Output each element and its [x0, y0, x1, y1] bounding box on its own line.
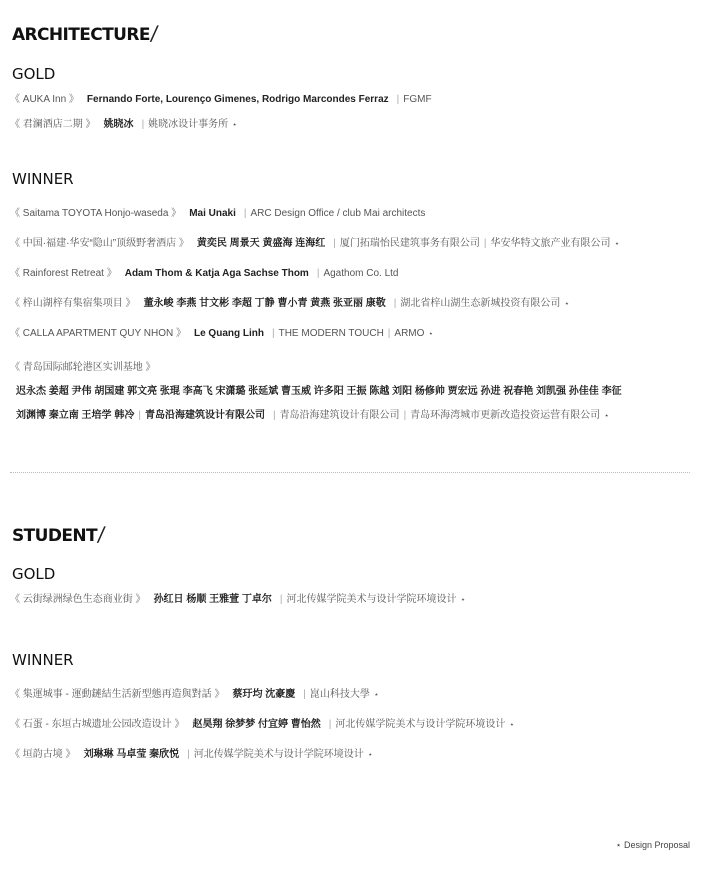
project-title: 《 君澜酒店二期 》	[10, 119, 96, 130]
project-org: 河北传媒学院美术与设计学院环境设计	[193, 749, 364, 760]
project-org: 厦门拓瑞怡民建筑事务有限公司	[339, 238, 480, 249]
architecture-gold-label: GOLD	[12, 65, 56, 83]
project-names: 姚晓冰	[103, 119, 134, 130]
list-item	[10, 327, 700, 341]
separator: |	[483, 238, 487, 249]
project-title: 《 石蛋 - 东垣古城遗址公园改造设计 》	[10, 719, 185, 730]
separator: |	[333, 238, 336, 249]
list-item	[10, 718, 700, 732]
project-org: 河北传媒学院美术与设计学院环境设计	[335, 719, 506, 730]
student-gold-label: GOLD	[12, 565, 56, 583]
project-names: Adam Thom & Katja Aga Sachse Thom	[124, 268, 309, 279]
architecture-heading	[12, 21, 692, 45]
separator: |	[328, 719, 332, 730]
student-heading	[12, 522, 692, 546]
project-org: 姚晓冰设计事务所	[148, 119, 229, 130]
legend	[616, 840, 690, 851]
proposal-marker-icon: ⋆	[614, 239, 620, 248]
proposal-marker-icon: ⋆	[604, 411, 610, 420]
project-title: 《 AUKA Inn 》	[10, 94, 79, 105]
separator: |	[396, 94, 400, 105]
project-names: 刘琳琳 马卓莹 秦欣悦	[83, 749, 180, 760]
separator: |	[387, 328, 391, 339]
architecture-title: ARCHITECTURE /	[12, 21, 159, 45]
list-item	[10, 207, 700, 221]
section-divider	[10, 472, 690, 473]
proposal-marker-icon: ⋆	[373, 690, 379, 699]
list-item	[10, 118, 700, 132]
list-item	[10, 267, 700, 281]
list-item	[10, 688, 700, 702]
project-org: 河北传媒学院美术与设计学院环境设计	[286, 594, 457, 605]
project-org: 湖北省梓山湖生态新城投资有限公司	[400, 298, 561, 309]
project-org: 崑山科技大學	[309, 689, 370, 700]
project-names: Mai Unaki	[189, 208, 236, 219]
project-title: 《 青岛国际邮轮港区实训基地 》	[10, 362, 156, 373]
project-title: 《 集運城事 - 運動鏈結生活新型態再造與對話 》	[10, 689, 225, 700]
proposal-marker-icon: ⋆	[615, 840, 622, 850]
project-org: THE MODERN TOUCH	[278, 328, 384, 339]
list-item-qingdao: 《 青岛国际邮轮港区实训基地 》 迟永杰 姜超 尹伟 胡国建 郭文亮 张琨 李高飞 宋潇璐 张延斌 曹玉威 许多阳 王振 陈越 刘阳 杨修帅 贾宏远 孙进 祝春艳 刘凯强 孙佳佳 李征 刘渊博 秦立南 王培学 韩冷 | 青岛沿海建筑设计有限公司 | 青岛沿海建筑设计有限公司 | 青岛环海湾城市更新改造投资运营有限公司 ⋆	[10, 356, 700, 428]
separator: |	[187, 749, 190, 760]
project-names: 赵昊翔 徐梦梦 付宜婷 曹怡然	[192, 719, 321, 730]
student-winner-label: WINNER	[12, 651, 74, 669]
project-names-line1: 迟永杰 姜超 尹伟 胡国建 郭文亮 张琨 李高飞 宋潇璐 张延斌 曹玉威 许多阳 王振 陈越 刘阳 杨修帅 贾宏远 孙进 祝春艳 刘凯强 孙佳佳 李征	[16, 386, 622, 397]
project-org-2: 青岛环海湾城市更新改造投资运营有限公司	[410, 410, 601, 421]
project-title: 《 云街绿洲绿色生态商业街 》	[10, 594, 146, 605]
separator: |	[271, 328, 275, 339]
project-org: 华安华特文旅产业有限公司	[490, 238, 611, 249]
project-names: Fernando Forte, Lourenço Gimenes, Rodrigo Marcondes Ferraz	[86, 94, 389, 105]
proposal-marker-icon: ⋆	[509, 720, 515, 729]
project-org: ARMO	[394, 328, 425, 339]
separator: |	[316, 268, 320, 279]
list-item	[10, 297, 700, 311]
project-title: 《 垣韵古境 》	[10, 749, 76, 760]
proposal-marker-icon: ⋆	[460, 595, 466, 604]
project-org: Agathom Co. Ltd	[323, 268, 399, 279]
architecture-winner-label: WINNER	[12, 170, 74, 188]
student-title: STUDENT /	[12, 522, 106, 546]
project-title: 《 中国·福建·华安“隐山”顶级野奢酒店 》	[10, 238, 189, 249]
project-org: 青岛沿海建筑设计有限公司	[279, 410, 400, 421]
legend-label: Design Proposal	[623, 840, 690, 850]
project-org-bold: 青岛沿海建筑设计有限公司	[144, 410, 265, 421]
list-item	[10, 593, 700, 607]
project-title: 《 Saitama TOYOTA Honjo-waseda 》	[10, 208, 182, 219]
separator: |	[279, 594, 283, 605]
project-names: 董永峻 李燕 甘文彬 李超 丁静 曹小青 黄燕 张亚丽 康敬	[143, 298, 386, 309]
project-names: 孙红日 杨顺 王雅萱 丁卓尔	[153, 594, 272, 605]
list-item	[10, 748, 700, 762]
project-org: ARC Design Office / club Mai architects	[250, 208, 426, 219]
project-title: 《 CALLA APARTMENT QUY NHON 》	[10, 328, 186, 339]
proposal-marker-icon: ⋆	[232, 120, 238, 129]
project-names-line2: 刘渊博 秦立南 王培学 韩冷	[16, 410, 135, 421]
separator: |	[303, 689, 306, 700]
slash-decoration: /	[149, 21, 159, 45]
list-item	[10, 237, 700, 251]
separator: |	[141, 119, 145, 130]
list-item	[10, 93, 700, 107]
project-names: 蔡玗均 沈豪慶	[232, 689, 296, 700]
proposal-marker-icon: ⋆	[367, 750, 373, 759]
project-title: 《 梓山湖梓有集宿集项目 》	[10, 298, 136, 309]
slash-decoration: /	[96, 522, 106, 546]
separator: |	[243, 208, 247, 219]
project-names: 黄奕民 周景天 黄盛海 连海红	[196, 238, 326, 249]
project-names: Le Quang Linh	[193, 328, 264, 339]
project-org: FGMF	[403, 94, 432, 105]
project-title: 《 Rainforest Retreat 》	[10, 268, 117, 279]
proposal-marker-icon: ⋆	[428, 329, 434, 338]
separator: |	[393, 298, 397, 309]
proposal-marker-icon: ⋆	[564, 299, 570, 308]
